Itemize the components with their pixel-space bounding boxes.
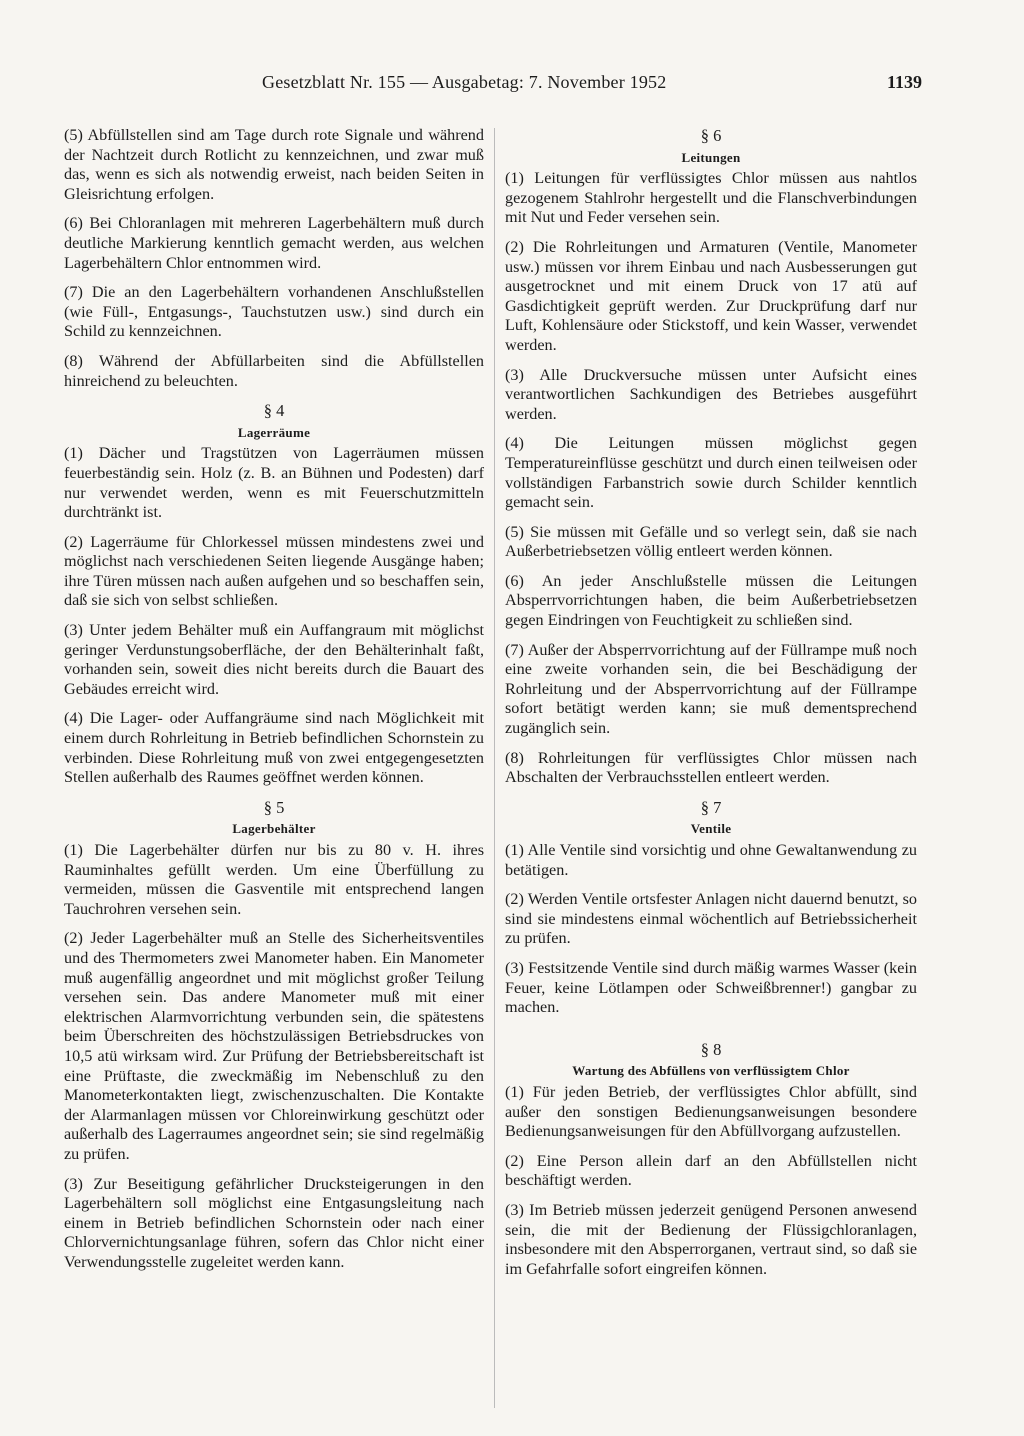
paragraph: (1) Die Lagerbehälter dürfen nur bis zu 80 v. H. ihres Rauminhaltes gefüllt werden. Um eine Überfüllung zu vermeiden, müssen die Gasventile mit entsprechend langen Tauchrohren versehen sein. (64, 841, 484, 918)
section-number: § 4 (263, 401, 285, 421)
paragraph: (2) Werden Ventile ortsfester Anlagen nicht dauernd benutzt, so sind sie mindestens einmal wöchentlich auf Betriebssicherheit zu prüfen. (505, 890, 917, 948)
paragraph: (1) Dächer und Tragstützen von Lagerräumen müssen feuerbeständig sein. Holz (z. B. an Bühnen und Podesten) darf nur verwendet werden, wenn es mit Feuerschutzmitteln durchtränkt ist. (64, 444, 484, 522)
section-number: § 8 (700, 1039, 722, 1059)
section-title: Wartung des Abfüllens von verflüssigtem Chlor (572, 1063, 850, 1079)
page-header (262, 72, 922, 100)
paragraph: (3) Alle Druckversuche müssen unter Aufsicht eines verantwortlichen Sachkundigen des Betriebes ausgeführt werden. (505, 365, 917, 423)
paragraph: (1) Für jeden Betrieb, der verflüssigtes Chlor abfüllt, sind außer den sonstigen Bedienungsanweisungen besondere Bedienungsanweisungen für den Abfüllvorgang aufzustellen. (505, 1082, 917, 1141)
paragraph: (5) Abfüllstellen sind am Tage durch rote Signale und während der Nachtzeit durch Rotlicht zu kennzeichnen, und zwar muß das, wenn es sich als notwendig erweist, nach beiden Seiten in Gleisrichtung erfolgen. (64, 126, 484, 203)
page-number: 1139 (886, 72, 922, 92)
header-title: Gesetzblatt Nr. 155 — Ausgabetag: 7. November 1952 (262, 72, 667, 92)
section-title: Lagerbehälter (232, 821, 316, 837)
paragraph: (6) An jeder Anschlußstelle müssen die Leitungen Absperrvorrichtungen haben, die beim Außerbetriebsetzen gegen Eindringen von Feuchtigkeit zu schließen sind. (505, 571, 917, 630)
section-title: Lagerräume (237, 424, 311, 440)
paragraph: (2) Eine Person allein darf an den Abfüllstellen nicht beschäftigt werden. (505, 1151, 917, 1190)
paragraph: (1) Alle Ventile sind vorsichtig und ohne Gewaltanwendung zu betätigen. (505, 841, 917, 879)
right-column (505, 126, 917, 1289)
paragraph: (2) Jeder Lagerbehälter muß an Stelle des Sicherheitsventiles und des Thermometers zwei Manometer haben. Ein Manometer muß augenfällig angeordnet und mit möglichst großer Teilung versehen sein. Das andere Manometer muß mit einer elektrischen Alarmvorrichtung verbunden sein, die spätestens beim Überschreiten des höchstzulässigen Betriebsdruckes von 10,5 atü wirksam wird. Zur Prüfung der Betriebsbereitschaft ist eine Prüftaste, die zweckmäßig im Nebenschluß zu den Manometerkontakten liegt, zwischenzuschalten. Die Kontakte der Alarmanlagen müssen vor Chloreinwirkung geschützt oder außerhalb des Lagerraumes angeordnet sein; sie sind regelmäßig zu prüfen. (64, 929, 484, 1163)
paragraph: (3) Im Betrieb müssen jederzeit genügend Personen anwesend sein, die mit der Bedienung der Flüssigchloranlagen, insbesondere mit den Absperrorganen, vertraut sind, so daß sie im Gefahrfalle sofort eingreifen können. (505, 1200, 917, 1278)
section-number: § 6 (700, 126, 722, 145)
paragraph: (3) Unter jedem Behälter muß ein Auffangraum mit möglichst geringer Verdunstungsoberfläche, der den Behälterinhalt faßt, vorhanden sein, soweit dies nicht bereits durch die Bauart des Gebäudes erreicht wird. (64, 621, 484, 698)
paragraph: (6) Bei Chloranlagen mit mehreren Lagerbehältern muß durch deutliche Markierung kenntlich gemacht werden, aus welchen Lagerbehältern Chlor entnommen wird. (64, 214, 484, 272)
column-divider (494, 128, 495, 1408)
paragraph: (3) Zur Beseitigung gefährlicher Drucksteigerungen in den Lagerbehältern soll möglichst eine Entgasungsleitung nach einem in Betrieb befindlichen Schornstein oder nach einer Chlorvernichtungsanlage führen, sofern das Chlor nicht einer Verwendungsstelle zugeleitet werden kann. (64, 1174, 484, 1271)
paragraph: (2) Lagerräume für Chlorkessel müssen mindestens zwei und möglichst nach verschiedenen Seiten liegende Ausgänge haben; ihre Türen müssen nach außen aufgehen und so beschaffen sein, daß sie sich von selbst schließen. (64, 532, 484, 610)
section-number: § 5 (263, 797, 285, 817)
paragraph: (4) Die Lager- oder Auffangräume sind nach Möglichkeit mit einem durch Rohrleitung in Betrieb befindlichen Schornstein zu verbinden. Diese Rohrleitung muß von zwei entgegengesetzten Stellen außerhalb des Raumes geöffnet werden können. (64, 709, 484, 787)
paragraph: (3) Festsitzende Ventile sind durch mäßig warmes Wasser (kein Feuer, keine Lötlampen oder Schweißbrenner!) gangbar zu machen. (505, 958, 917, 1017)
section-title: Ventile (690, 821, 732, 837)
paragraph: (4) Die Leitungen müssen möglichst gegen Temperatureinflüsse geschützt und durch einen teilweisen oder vollständigen Farbanstrich sowie durch Schilder kenntlich gemacht sein. (505, 434, 917, 512)
paragraph: (1) Leitungen für verflüssigtes Chlor müssen aus nahtlos gezogenem Stahlrohr hergestellt und die Flanschverbindungen mit Nut und Feder versehen sein. (505, 169, 917, 227)
section-number: § 7 (700, 797, 722, 817)
paragraph: (5) Sie müssen mit Gefälle und so verlegt sein, daß sie nach Außerbetriebsetzen völlig entleert werden können. (505, 522, 917, 561)
paragraph: (8) Während der Abfüllarbeiten sind die Abfüllstellen hinreichend zu beleuchten. (64, 351, 484, 390)
left-column (64, 126, 484, 1282)
paragraph: (8) Rohrleitungen für verflüssigtes Chlor müssen nach Abschalten der Verbrauchsstellen entleert werden. (505, 748, 917, 787)
paragraph: (2) Die Rohrleitungen und Armaturen (Ventile, Manometer usw.) müssen vor ihrem Einbau und nach Ausbesserungen gut ausgetrocknet und mit einem Druck von 17 atü auf Gasdichtigkeit geprüft werden. Zur Druckprüfung darf nur Luft, Kohlensäure oder Stickstoff, und kein Wasser, verwendet werden. (505, 237, 917, 354)
section-title: Leitungen (681, 149, 741, 165)
paragraph: (7) Die an den Lagerbehältern vorhandenen Anschlußstellen (wie Füll-, Entgasungs-, Tauchstutzen usw.) sind durch ein Schild zu kennzeichnen. (64, 283, 484, 341)
paragraph: (7) Außer der Absperrvorrichtung auf der Füllrampe muß noch eine zweite vorhanden sein, die bei Beschädigung der Rohrleitung und der Absperrvorrichtung auf der Füllrampe sofort betätigt werden kann; sie muß dementsprechend zugänglich sein. (505, 640, 917, 738)
